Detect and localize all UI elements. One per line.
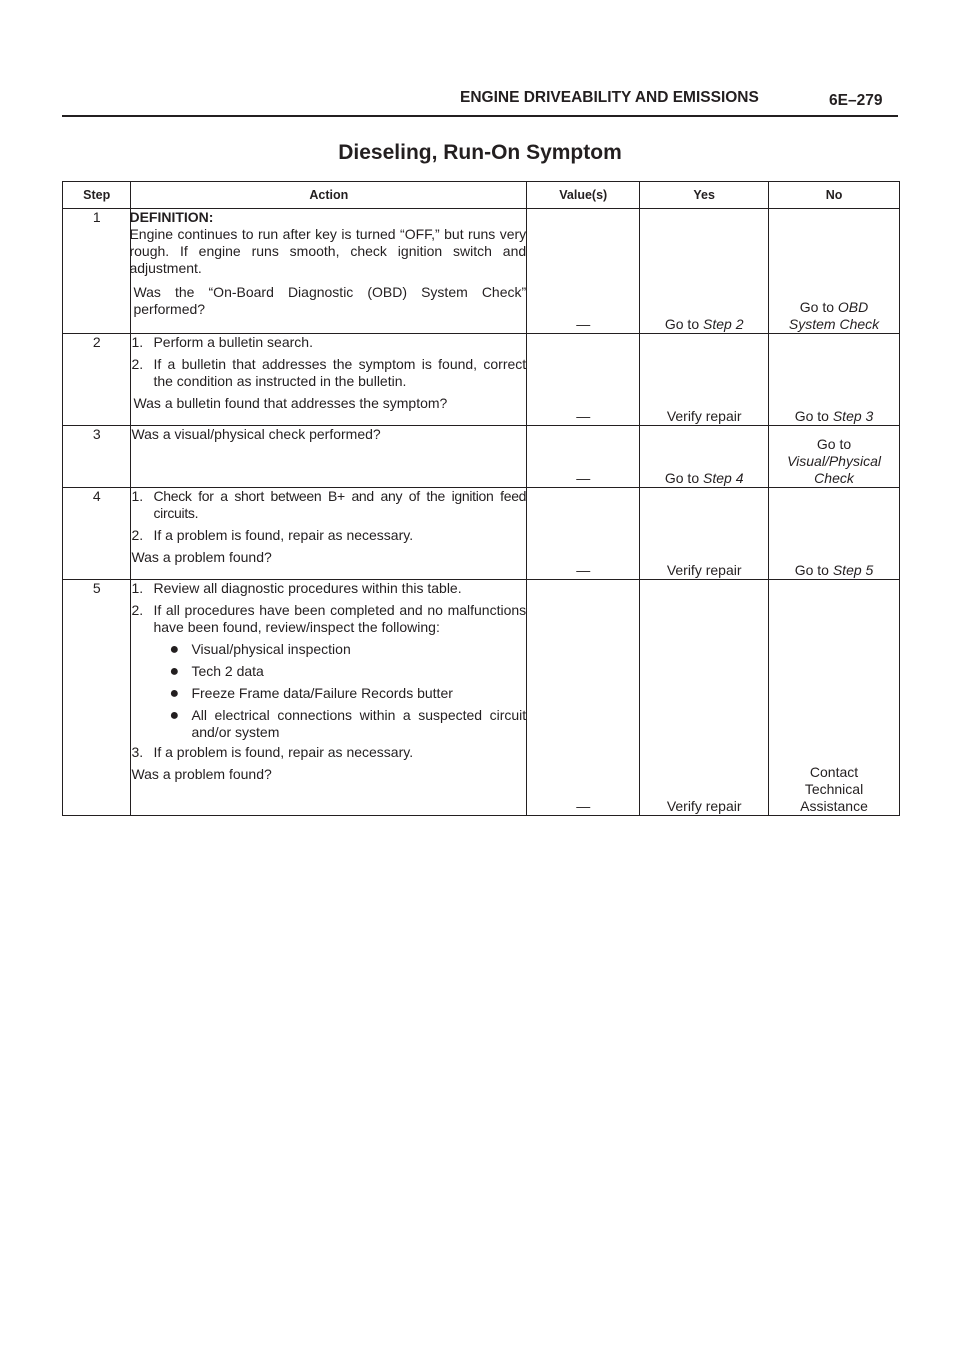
no-step-link[interactable]: Step 3 <box>832 408 874 424</box>
yes-cell: Verify repair <box>640 488 769 580</box>
table-row <box>63 334 900 426</box>
action-item: 1. Review all diagnostic procedures within this table. <box>131 580 462 596</box>
action-cell <box>131 580 527 816</box>
table-header-row <box>63 182 900 209</box>
no-prefix: Go to <box>799 299 838 315</box>
bullet-item: ● Freeze Frame data/Failure Records butter <box>169 685 453 702</box>
yes-step-link[interactable]: Step 4 <box>703 470 744 486</box>
no-cell <box>769 488 900 580</box>
step-number: 1 <box>63 209 131 334</box>
no-prefix: Go to <box>816 436 852 452</box>
value-cell: — <box>527 209 640 334</box>
column-header-values: Value(s) <box>527 182 640 209</box>
yes-prefix: Go to <box>664 470 703 486</box>
definition <box>129 209 526 277</box>
no-cell <box>769 426 900 488</box>
action-item: 2. If all procedures have been completed and no malfunctions have been found, review/inspect the following: <box>131 602 527 635</box>
step-number: 4 <box>63 488 131 580</box>
no-visual-check-link[interactable]: Visual/Physical Check <box>787 453 881 486</box>
bullet-icon: ● <box>169 663 180 680</box>
no-obd-link[interactable]: OBD System Check <box>788 299 880 332</box>
definition-text: Engine continues to run after key is turned “OFF,” but runs very rough. If engine runs smooth, check ignition switch and adjustment. <box>129 226 527 276</box>
action-item: 1. Check for a short between B+ and any of the ignition feed circuits. <box>131 488 527 521</box>
action-item: 1. Perform a bulletin search. <box>131 334 313 350</box>
no-cell: Contact Technical Assistance <box>769 580 900 816</box>
step-question: Was a visual/physical check performed? <box>131 426 381 442</box>
value-cell: — <box>527 426 640 488</box>
table-row <box>63 580 900 816</box>
bullet-icon: ● <box>169 641 180 658</box>
page-number: 6E–279 <box>829 92 883 109</box>
table-row <box>63 426 900 488</box>
action-item: 2. If a problem is found, repair as necessary. <box>131 527 414 543</box>
bullet-item: ● Tech 2 data <box>169 663 264 680</box>
header-divider <box>62 115 898 117</box>
bullet-item: ● Visual/physical inspection <box>169 641 351 658</box>
definition-label: DEFINITION: <box>129 209 214 225</box>
no-prefix: Go to <box>794 408 833 424</box>
yes-prefix: Go to <box>664 316 703 332</box>
bullet-icon: ● <box>169 707 180 724</box>
diagnostic-table <box>62 181 900 816</box>
action-cell <box>131 209 527 334</box>
column-header-step: Step <box>63 182 131 209</box>
column-header-no: No <box>769 182 900 209</box>
value-cell: — <box>527 580 640 816</box>
action-item: 2. If a bulletin that addresses the symptom is found, correct the condition as instructed in the bulletin. <box>131 356 527 389</box>
step-question: Was the “On-Board Diagnostic (OBD) System Check” performed? <box>133 284 527 317</box>
no-cell <box>769 209 900 334</box>
no-step-link[interactable]: Step 5 <box>832 562 874 578</box>
table-row <box>63 209 900 334</box>
step-question: Was a problem found? <box>131 549 272 565</box>
column-header-yes: Yes <box>640 182 769 209</box>
value-cell: — <box>527 334 640 426</box>
action-cell <box>131 488 527 580</box>
running-header: ENGINE DRIVEABILITY AND EMISSIONS <box>460 89 759 106</box>
step-number: 3 <box>63 426 131 488</box>
step-question: Was a bulletin found that addresses the symptom? <box>133 395 448 411</box>
yes-cell <box>640 426 769 488</box>
value-cell: — <box>527 488 640 580</box>
yes-step-link[interactable]: Step 2 <box>703 316 744 332</box>
action-item: 3. If a problem is found, repair as necessary. <box>131 744 414 760</box>
step-number: 5 <box>63 580 131 816</box>
no-cell <box>769 334 900 426</box>
yes-cell <box>640 209 769 334</box>
no-prefix: Go to <box>794 562 833 578</box>
action-cell <box>131 334 527 426</box>
column-header-action: Action <box>131 182 527 209</box>
step-number: 2 <box>63 334 131 426</box>
page-title: Dieseling, Run-On Symptom <box>338 141 622 164</box>
bullet-icon: ● <box>169 685 180 702</box>
yes-cell: Verify repair <box>640 334 769 426</box>
action-cell <box>131 426 527 488</box>
yes-cell: Verify repair <box>640 580 769 816</box>
step-question: Was a problem found? <box>131 766 272 782</box>
bullet-item: ● All electrical connections within a suspected circuit and/or system <box>169 707 527 740</box>
table-row <box>63 488 900 580</box>
